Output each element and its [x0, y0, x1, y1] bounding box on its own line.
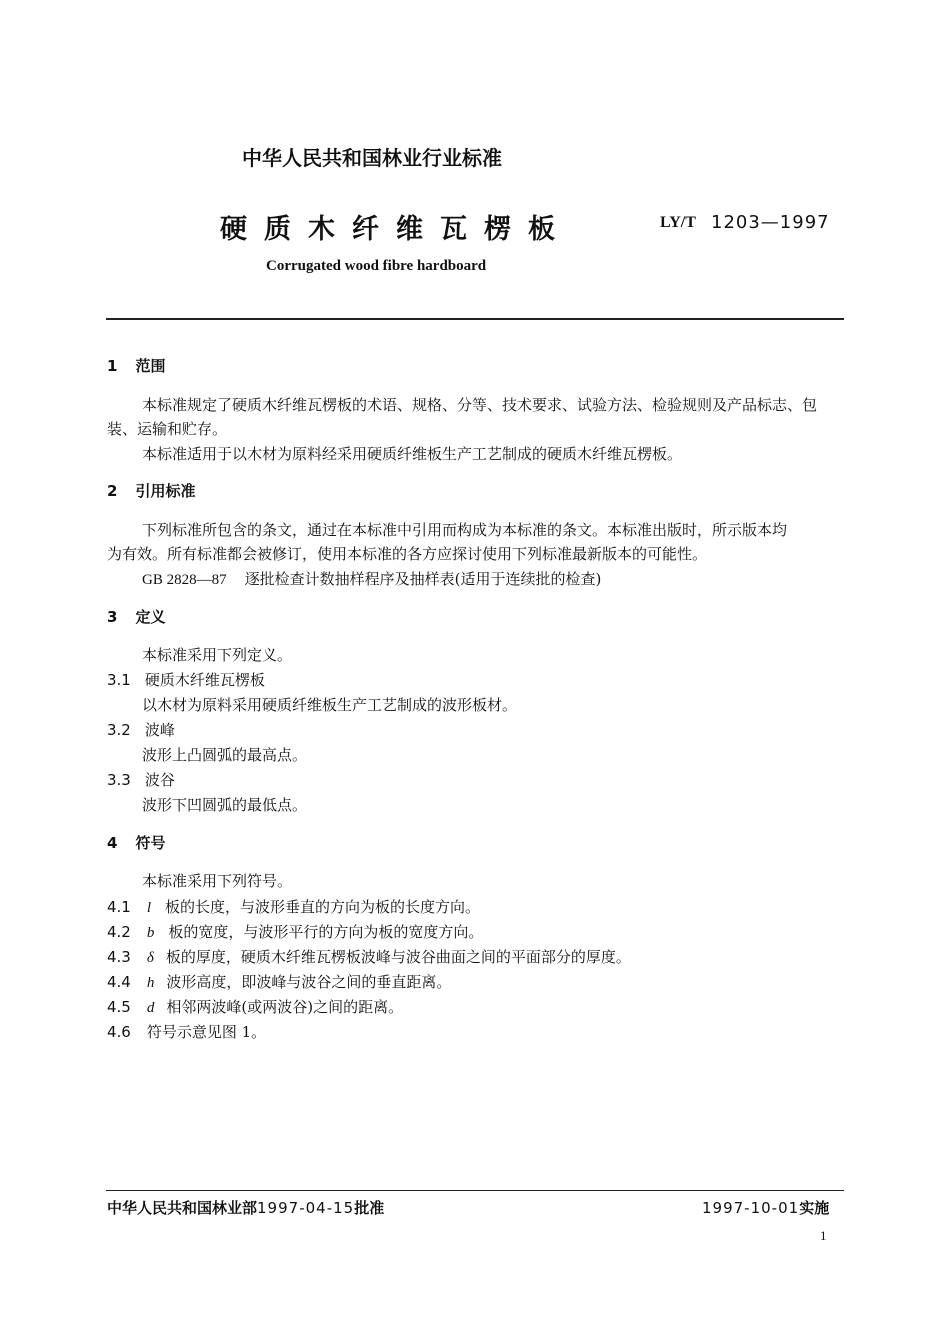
symbol-description: 板的宽度，与波形平行的方向为板的宽度方向。 — [168, 923, 484, 941]
header-divider — [106, 318, 844, 320]
paragraph: 本标准采用下列符号。 — [142, 872, 293, 890]
effective-date: 1997-10-01 — [702, 1199, 800, 1217]
definition-text: 以木材为原料采用硬质纤维板生产工艺制成的波形板材。 — [142, 696, 518, 714]
symbol: δ — [146, 950, 154, 966]
clause-number: 4.2 — [107, 923, 131, 941]
definition-text: 波形下凹圆弧的最低点。 — [142, 796, 308, 814]
approve-label: 批准 — [354, 1199, 385, 1217]
section-title: 定义 — [135, 608, 166, 626]
section-title: 引用标准 — [135, 482, 196, 500]
symbol-description: 板的厚度，硬质木纤维瓦楞板波峰与波谷曲面之间的平面部分的厚度。 — [165, 948, 631, 966]
section-title: 符号 — [135, 834, 166, 852]
clause-number: 3.3 — [107, 771, 131, 789]
symbol-entry — [107, 969, 451, 996]
document-title-cn: 硬质木纤维瓦楞板 — [220, 214, 572, 245]
clause-number: 3.1 — [107, 671, 131, 689]
symbol: l — [146, 900, 152, 916]
paragraph: 为有效。所有标准都会被修订，使用本标准的各方应探讨使用下列标准最新版本的可能性。 — [107, 545, 708, 563]
symbol-description: 板的长度，与波形垂直的方向为板的长度方向。 — [165, 898, 481, 916]
standard-series-title: 中华人民共和国林业行业标准 — [242, 146, 502, 170]
section-4-heading — [107, 832, 165, 853]
term: 波谷 — [144, 771, 175, 789]
definition-term — [107, 717, 175, 743]
footer-divider — [106, 1190, 844, 1191]
clause-number: 4.4 — [107, 973, 131, 991]
section-2-heading — [107, 480, 195, 501]
symbol: d — [146, 1000, 155, 1016]
symbol: h — [146, 975, 155, 991]
issuer: 中华人民共和国林业部 — [107, 1199, 258, 1217]
document-title-en: Corrugated wood fibre hardboard — [266, 258, 487, 274]
approve-date: 1997-04-15 — [257, 1199, 355, 1217]
section-number: 1 — [107, 357, 118, 375]
clause-number: 3.2 — [107, 721, 131, 739]
clause-number: 4.1 — [107, 898, 131, 916]
page-number: 1 — [820, 1228, 827, 1243]
symbol-description: 符号示意见图 1。 — [146, 1023, 267, 1041]
reference-code: GB 2828—87 — [142, 572, 227, 588]
paragraph: 装、运输和贮存。 — [107, 420, 228, 438]
definition-text: 波形上凸圆弧的最高点。 — [142, 746, 308, 764]
definition-term — [107, 767, 175, 793]
section-title: 范围 — [135, 357, 166, 375]
section-number: 3 — [107, 608, 118, 626]
symbol-entry — [107, 994, 403, 1021]
reference-title: 逐批检查计数抽样程序及抽样表(适用于连续批的检查) — [244, 570, 602, 588]
section-3-heading — [107, 606, 165, 627]
section-number: 2 — [107, 482, 118, 500]
clause-number: 4.6 — [107, 1023, 131, 1041]
paragraph: 本标准规定了硬质木纤维瓦楞板的术语、规格、分等、技术要求、试验方法、检验规则及产品标志、包 — [142, 396, 818, 414]
symbol-entry — [107, 1019, 266, 1045]
standard-code-number: 1203—1997 — [711, 212, 830, 233]
clause-number: 4.5 — [107, 998, 131, 1016]
paragraph: 下列标准所包含的条文，通过在本标准中引用而构成为本标准的条文。本标准出版时，所示版本均 — [142, 521, 788, 539]
effective-label: 实施 — [799, 1199, 830, 1217]
symbol: b — [146, 925, 155, 941]
symbol-description: 波形高度，即波峰与波谷之间的垂直距离。 — [166, 973, 452, 991]
term: 波峰 — [144, 721, 175, 739]
term: 硬质木纤维瓦楞板 — [144, 671, 265, 689]
symbol-entry — [107, 919, 483, 946]
paragraph: 本标准适用于以木材为原料经采用硬质纤维板生产工艺制成的硬质木纤维瓦楞板。 — [142, 445, 683, 463]
symbol-entry — [107, 944, 631, 971]
standard-code-prefix: LY/T — [660, 214, 696, 231]
section-number: 4 — [107, 834, 118, 852]
definition-term — [107, 667, 265, 693]
clause-number: 4.3 — [107, 948, 131, 966]
symbol-entry — [107, 894, 480, 921]
symbol-description: 相邻两波峰(或两波谷)之间的距离。 — [166, 998, 404, 1016]
reference-entry — [142, 566, 601, 593]
section-1-heading — [107, 355, 165, 376]
effective-line — [702, 1197, 829, 1218]
approval-line — [107, 1197, 384, 1218]
paragraph: 本标准采用下列定义。 — [142, 646, 293, 664]
